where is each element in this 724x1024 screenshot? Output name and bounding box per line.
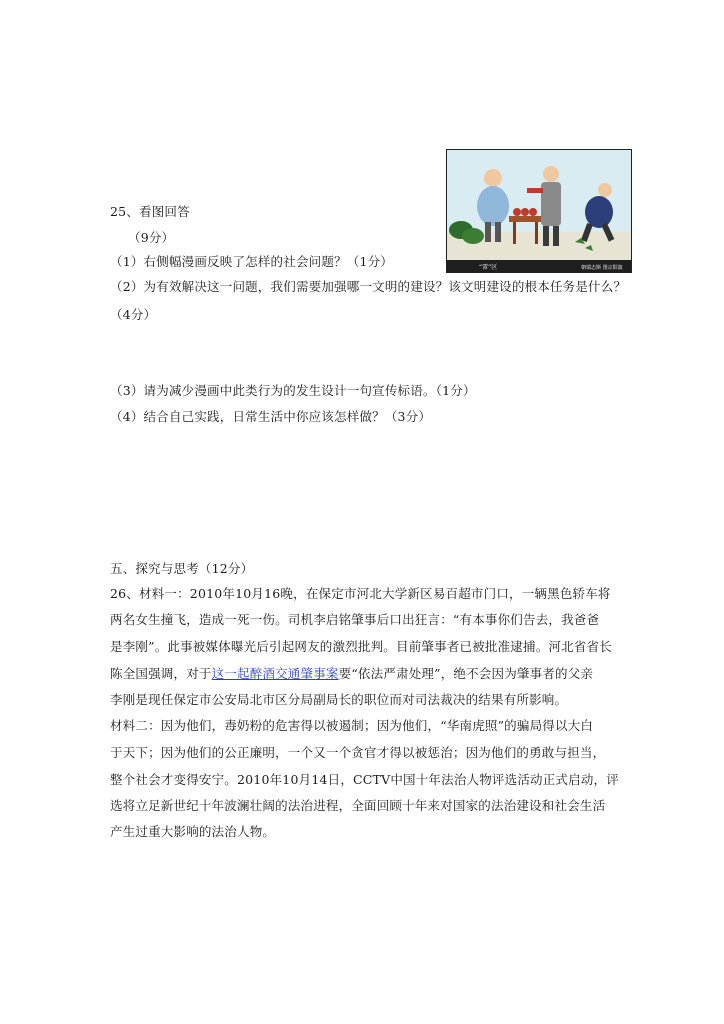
q26-line-6: 材料二：因为他们，毒奶粉的危害得以被遏制；因为他们，“华南虎照”的骗局得以大白 xyxy=(110,718,594,733)
q26-line-5: 李刚是现任保定市公安局北市区分局副局长的职位而对司法裁决的结果有所影响。 xyxy=(110,692,568,707)
q25-item-2: （2）为有效解决这一问题，我们需要加强哪一文明的建设？该文明建设的根本任务是什么？ xyxy=(110,279,627,294)
q26-line-9: 选将立足新世纪十年波澜壮阔的法治进程，全面回顾十年来对国家的法治建设和社会生活 xyxy=(110,798,606,813)
q26-line-8: 整个社会才变得安宁。2010年10月14日，CCTV中国十年法治人物评选活动正式启动，评 xyxy=(110,772,619,787)
q26-line-1: 26、材料一：2010年10月16晚，在保定市河北大学新区易百超市门口，一辆黑色轿车将 xyxy=(110,586,611,601)
q26-line-10: 产生过重大影响的法治人物。 xyxy=(110,824,276,839)
q25-item-4: （4）结合自己实践，日常生活中你应该怎样做？（3分） xyxy=(110,409,432,424)
q25-item-3: （3）请为减少漫画中此类行为的发生设计一句宣传标语。（1分） xyxy=(110,383,476,398)
q26-line-2: 两名女生撞飞，造成一死一伤。司机李启铭肇事后口出狂言：“有本事你们告去，我爸爸 xyxy=(110,612,600,627)
case-link[interactable]: 这一起醉酒交通肇事案 xyxy=(211,666,339,681)
q25-title: 25、看图回答 xyxy=(110,204,190,219)
cartoon-caption-right: 朝瑞志斯 图宗阳演 xyxy=(581,265,623,271)
q25-item-2-score: （4分） xyxy=(110,307,157,322)
cartoon-caption-left: “雷”区 xyxy=(479,264,498,271)
q26-line-4-end: 要“依法严肃处理”，绝不会因为肇事者的父亲 xyxy=(338,666,594,681)
q25-item-1: （1）右侧幅漫画反映了怎样的社会问题？（1分） xyxy=(110,254,394,269)
q26-line-7: 于天下；因为他们的公正廉明，一个又一个贪官才得以被惩治；因为他们的勇敢与担当， xyxy=(110,745,606,760)
cartoon-image xyxy=(446,149,632,273)
q26-line-4-start: 陈全国强调，对于 xyxy=(110,666,212,681)
q26-line-4 xyxy=(110,664,593,682)
q26-line-3: 是李刚”。此事被媒体曝光后引起网友的激烈批判。目前肇事者已被批准逮捕。河北省省长 xyxy=(110,639,612,654)
section-5-title: 五、探究与思考（12分） xyxy=(110,561,254,576)
q25-score: （9分） xyxy=(128,230,175,245)
